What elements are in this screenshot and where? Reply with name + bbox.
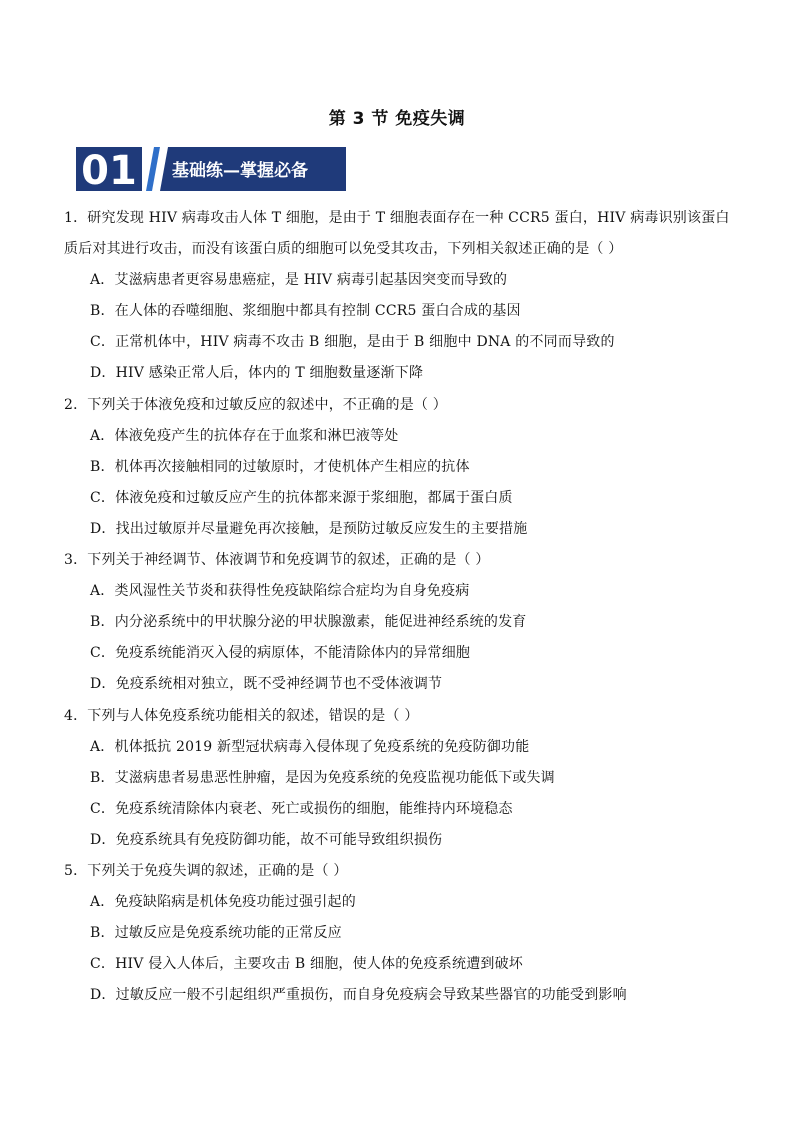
option-c: C．HIV 侵入人体后，主要攻击 B 细胞，使人体的免疫系统遭到破坏 <box>90 956 523 972</box>
option-a: A．免疫缺陷病是机体免疫功能过强引起的 <box>90 894 356 910</box>
question-3 <box>64 545 734 700</box>
option-a: A．艾滋病患者更容易患癌症，是 HIV 病毒引起基因突变而导致的 <box>90 272 508 288</box>
question-stem: 4．下列与人体免疫系统功能相关的叙述，错误的是（ ） <box>64 708 419 724</box>
question-5 <box>64 856 734 1011</box>
banner-number: 01 <box>81 148 137 191</box>
option-b: B．过敏反应是免疫系统功能的正常反应 <box>90 925 342 941</box>
section-banner-graphic <box>76 147 346 191</box>
option-b: B．在人体的吞噬细胞、浆细胞中都具有控制 CCR5 蛋白合成的基因 <box>90 303 521 319</box>
banner-slash <box>146 147 160 191</box>
option-d: D．免疫系统具有免疫防御功能，故不可能导致组织损伤 <box>90 832 443 848</box>
section-banner <box>76 147 346 191</box>
question-stem: 5．下列关于免疫失调的叙述，正确的是（ ） <box>64 863 348 879</box>
option-d: D．过敏反应一般不引起组织严重损伤，而自身免疫病会导致某些器官的功能受到影响 <box>90 987 627 1003</box>
option-d: D．找出过敏原并尽量避免再次接触，是预防过敏反应发生的主要措施 <box>90 521 528 537</box>
option-d: D．HIV 感染正常人后，体内的 T 细胞数量逐渐下降 <box>90 365 424 381</box>
question-stem: 1．研究发现 HIV 病毒攻击人体 T 细胞，是由于 T 细胞表面存在一种 CCR5 蛋白，HIV 病毒识别该蛋白质后对其进行攻击，而没有该蛋白质的细胞可以免受其攻击，下列相关叙述正确的是（ ） <box>64 210 730 257</box>
option-b: B．机体再次接触相同的过敏原时，才使机体产生相应的抗体 <box>90 459 470 475</box>
option-a: A．机体抵抗 2019 新型冠状病毒入侵体现了免疫系统的免疫防御功能 <box>90 739 530 755</box>
banner-label: 基础练—掌握必备 <box>172 161 308 181</box>
question-stem: 2．下列关于体液免疫和过敏反应的叙述中，不正确的是（ ） <box>64 397 447 413</box>
option-c: C．免疫系统能消灭入侵的病原体，不能清除体内的异常细胞 <box>90 645 471 661</box>
question-stem: 3．下列关于神经调节、体液调节和免疫调节的叙述，正确的是（ ） <box>64 552 490 568</box>
option-c: C．正常机体中，HIV 病毒不攻击 B 细胞，是由于 B 细胞中 DNA 的不同而导致的 <box>90 334 615 350</box>
page-title: 第 3 节 免疫失调 <box>328 109 466 129</box>
option-b: B．内分泌系统中的甲状腺分泌的甲状腺激素，能促进神经系统的发育 <box>90 614 527 630</box>
question-1 <box>64 203 734 389</box>
option-c: C．体液免疫和过敏反应产生的抗体都来源于浆细胞，都属于蛋白质 <box>90 490 513 506</box>
option-a: A．体液免疫产生的抗体存在于血浆和淋巴液等处 <box>90 428 399 444</box>
question-4 <box>64 701 734 856</box>
option-a: A．类风湿性关节炎和获得性免疫缺陷综合症均为自身免疫病 <box>90 583 470 599</box>
option-b: B．艾滋病患者易患恶性肿瘤，是因为免疫系统的免疫监视功能低下或失调 <box>90 770 555 786</box>
option-c: C．免疫系统清除体内衰老、死亡或损伤的细胞，能维持内环境稳态 <box>90 801 513 817</box>
question-2 <box>64 390 734 545</box>
option-d: D．免疫系统相对独立，既不受神经调节也不受体液调节 <box>90 676 443 692</box>
